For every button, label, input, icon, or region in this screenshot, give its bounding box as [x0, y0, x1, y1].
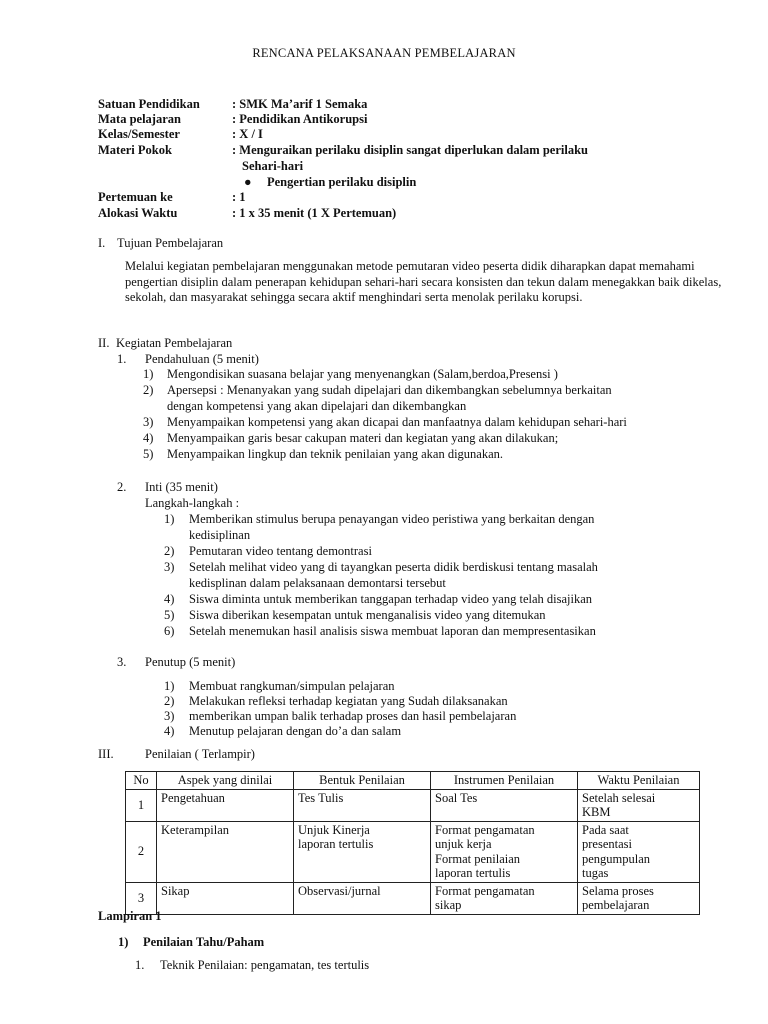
cell-line: laporan tertulis [435, 866, 511, 880]
identity-label: Satuan Pendidikan [98, 97, 200, 111]
cell-line: pembelajaran [582, 898, 650, 912]
cell-line: sikap [435, 898, 462, 912]
identity-value: : Pendidikan Antikorupsi [232, 112, 368, 126]
objective-paragraph: Melalui kegiatan pembelajaran menggunakan metode pemutaran video peserta didik diharapkan dapat memahami pengertian disiplin dalam penerapan kehidupan sehari-hari secara konsisten dan tekun dalam menegakkan baik dikelas, sekolah, dan masyarakat sehingga secara aktif menghindari serta menolak perilaku korupsi. [125, 259, 722, 304]
cell-line: Format penilaian [435, 851, 521, 866]
table-row [126, 882, 700, 914]
cell-line: Unjuk Kinerja [298, 822, 370, 837]
identity-value: : SMK Ma’arif 1 Semaka [232, 97, 368, 111]
identity-value: : X / I [232, 127, 263, 141]
cell-aspek: Sikap [157, 882, 294, 914]
cell-line: laporan tertulis [298, 837, 374, 851]
lampiran-heading: Lampiran 1 [98, 909, 162, 923]
cell-line: presentasi [582, 837, 632, 851]
list-number: 2) [164, 694, 175, 708]
list-number: 3) [164, 709, 175, 723]
list-item: Menyampaikan kompetensi yang akan dicapai dan manfaatnya dalam kehidupan sehari-hari [167, 415, 627, 429]
column-header-no: No [126, 772, 157, 790]
list-item: memberikan umpan balik terhadap proses dan hasil pembelajaran [189, 709, 517, 723]
cell-line: Soal Tes [435, 790, 478, 805]
cell-aspek: Pengetahuan [157, 789, 294, 821]
column-header-aspek: Aspek yang dinilai [157, 772, 294, 790]
list-item-cont: kedisiplinan [189, 528, 251, 542]
bullet-icon: ● [244, 175, 252, 189]
identity-value: : 1 [232, 190, 246, 204]
list-number: 3) [164, 560, 175, 574]
cell-line: tugas [582, 866, 609, 880]
list-item: Menyampaikan garis besar cakupan materi dan kegiatan yang akan dilakukan; [167, 431, 559, 445]
identity-value: : 1 x 35 menit (1 X Pertemuan) [232, 206, 397, 220]
identity-label: Materi Pokok [98, 143, 172, 157]
pendahuluan-heading: Pendahuluan (5 menit) [145, 352, 259, 366]
materi-bullet-text: Pengertian perilaku disiplin [267, 175, 417, 189]
list-number: 6) [164, 624, 175, 638]
list-item: Setelah melihat video yang di tayangkan peserta didik berdiskusi tentang masalah [189, 560, 598, 574]
list-item: Pemutaran video tentang demontrasi [189, 544, 372, 558]
list-number: 5) [143, 447, 154, 461]
list-number: 3) [143, 415, 154, 429]
inti-number: 2. [117, 480, 127, 494]
cell-bentuk [294, 882, 431, 914]
list-item: Memberikan stimulus berupa penayangan video peristiwa yang berkaitan dengan [189, 512, 595, 526]
list-item: Menutup pelajaran dengan do’a dan salam [189, 724, 402, 738]
list-item-cont: dengan kompetensi yang akan dipelajari dan dikembangkan [167, 399, 467, 413]
table-row [126, 821, 700, 882]
list-item-cont: kedisplinan dalam pelaksanaan demontarsi tersebut [189, 576, 446, 590]
cell-waktu [578, 882, 700, 914]
section-1-heading: Tujuan Pembelajaran [117, 236, 224, 250]
list-item: Mengondisikan suasana belajar yang menyenangkan (Salam,berdoa,Presensi ) [167, 367, 558, 381]
identity-label: Kelas/Semester [98, 127, 180, 141]
column-header-bentuk: Bentuk Penilaian [294, 772, 431, 790]
materi-continuation: Sehari-hari [242, 159, 304, 173]
penutup-heading: Penutup (5 menit) [145, 655, 236, 669]
cell-line: Format pengamatan [435, 883, 535, 898]
cell-instrumen [431, 789, 578, 821]
list-number: 4) [164, 724, 175, 738]
table-header-row [126, 772, 700, 790]
cell-line: pengumpulan [582, 851, 651, 866]
cell-line: Pada saat [582, 822, 629, 837]
cell-line: Setelah selesai [582, 790, 656, 805]
identity-label: Pertemuan ke [98, 190, 173, 204]
identity-value: : Menguraikan perilaku disiplin sangat diperlukan dalam perilaku [232, 143, 588, 157]
cell-line: Selama proses [582, 883, 654, 898]
cell-line: KBM [582, 805, 611, 819]
cell-instrumen [431, 882, 578, 914]
lampiran-sub-heading: Penilaian Tahu/Paham [143, 935, 265, 949]
inti-heading: Inti (35 menit) [145, 480, 218, 494]
assessment-table [125, 771, 700, 915]
inti-subheading: Langkah-langkah : [145, 496, 240, 510]
cell-line: Observasi/jurnal [298, 883, 381, 898]
list-item: Membuat rangkuman/simpulan pelajaran [189, 679, 395, 693]
penutup-number: 3. [117, 655, 127, 669]
section-2-heading: Kegiatan Pembelajaran [116, 336, 233, 350]
column-header-instrumen: Instrumen Penilaian [431, 772, 578, 790]
cell-bentuk [294, 821, 431, 882]
pendahuluan-number: 1. [117, 352, 127, 366]
page-title: RENCANA PELAKSANAAN PEMBELAJARAN [252, 46, 516, 60]
list-number: 1) [164, 512, 175, 526]
lampiran-sub-number: 1) [118, 935, 129, 949]
list-item: Menyampaikan lingkup dan teknik penilaian yang akan digunakan. [167, 447, 504, 461]
cell-line: unjuk kerja [435, 837, 492, 851]
cell-no: 1 [126, 789, 157, 821]
list-number: 4) [143, 431, 154, 445]
list-item: Apersepsi : Menanyakan yang sudah dipelajari dan dikembangkan sebelumnya berkaitan [167, 383, 612, 397]
list-number: 2) [164, 544, 175, 558]
cell-line: Tes Tulis [298, 790, 344, 805]
cell-waktu [578, 789, 700, 821]
cell-aspek: Keterampilan [157, 821, 294, 882]
cell-line: Format pengamatan [435, 822, 535, 837]
section-3-heading: Penilaian ( Terlampir) [145, 747, 255, 761]
section-3-number: III. [98, 747, 114, 761]
list-number: 5) [164, 608, 175, 622]
cell-waktu [578, 821, 700, 882]
list-item: Setelah menemukan hasil analisis siswa membuat laporan dan mempresentasikan [189, 624, 596, 638]
list-item: Siswa diberikan kesempatan untuk menganalisis video yang ditemukan [189, 608, 546, 622]
list-number: 1) [164, 679, 175, 693]
cell-instrumen [431, 821, 578, 882]
list-number: 2) [143, 383, 154, 397]
identity-label: Mata pelajaran [98, 112, 181, 126]
section-1-number: I. [98, 236, 106, 250]
cell-bentuk [294, 789, 431, 821]
identity-label: Alokasi Waktu [98, 206, 178, 220]
list-item: Melakukan refleksi terhadap kegiatan yang Sudah dilaksanakan [189, 694, 508, 708]
list-number: 4) [164, 592, 175, 606]
section-2-number: II. [98, 336, 110, 350]
table-row [126, 789, 700, 821]
lampiran-item-number: 1. [135, 958, 145, 972]
lampiran-item-text: Teknik Penilaian: pengamatan, tes tertulis [160, 958, 370, 972]
list-number: 1) [143, 367, 154, 381]
column-header-waktu: Waktu Penilaian [578, 772, 700, 790]
cell-no: 2 [126, 821, 157, 882]
cell-no: 3 [126, 882, 157, 914]
list-item: Siswa diminta untuk memberikan tanggapan terhadap video yang telah disajikan [189, 592, 593, 606]
